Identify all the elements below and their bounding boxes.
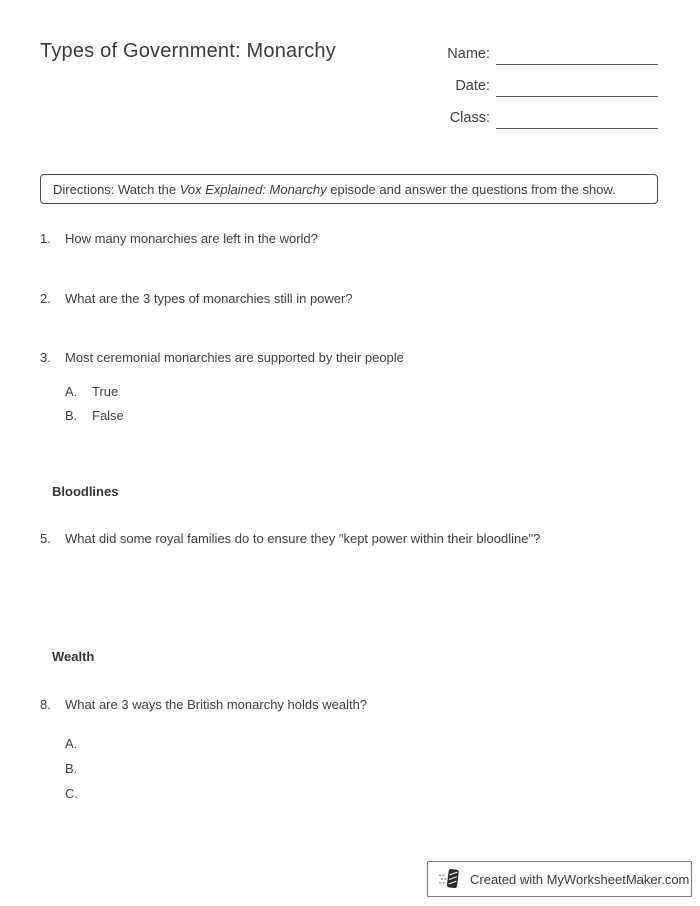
question-8-text: What are 3 ways the British monarchy holds wealth? (65, 697, 368, 712)
directions-episode-title: Vox Explained: Monarchy (179, 181, 327, 197)
question-8-option-c (65, 786, 92, 801)
question-8 (40, 697, 367, 712)
option-text: False (92, 408, 124, 423)
section-heading-bloodlines: Bloodlines (52, 484, 119, 499)
question-3-option-a (65, 384, 118, 399)
question-1-number: 1. (40, 231, 51, 246)
directions-box (40, 174, 658, 204)
question-5-number: 5. (40, 531, 51, 546)
question-8-option-b (65, 761, 92, 776)
class-blank-line (496, 128, 658, 129)
worksheet-book-icon (438, 867, 462, 891)
page-title: Types of Government: Monarchy (40, 40, 336, 62)
section-heading-wealth: Wealth (52, 649, 95, 664)
question-2-text: What are the 3 types of monarchies still in power? (65, 291, 353, 306)
question-8-option-a (65, 736, 92, 751)
name-blank-line (496, 64, 658, 65)
question-3-option-b (65, 408, 124, 423)
question-5-text: What did some royal families do to ensure they "kept power within their bloodline"? (65, 531, 541, 546)
name-label: Name: (447, 46, 490, 62)
question-1-text: How many monarchies are left in the world? (65, 231, 318, 246)
directions-text-prefix: Directions: Watch the (53, 181, 180, 197)
date-blank-line (496, 96, 658, 97)
created-with-badge[interactable] (427, 861, 692, 897)
class-label: Class: (449, 110, 490, 126)
option-letter: B. (65, 761, 78, 776)
date-label: Date: (455, 78, 490, 94)
question-3 (40, 350, 404, 365)
question-1 (40, 231, 318, 246)
question-2 (40, 291, 353, 306)
question-3-text: Most ceremonial monarchies are supported by their people (65, 350, 404, 365)
created-with-text: Created with MyWorksheetMaker.com (470, 871, 690, 887)
question-2-number: 2. (40, 291, 51, 306)
question-3-number: 3. (40, 350, 51, 365)
directions-text-suffix: episode and answer the questions from the show. (326, 181, 616, 197)
option-letter: A. (65, 384, 78, 399)
option-letter: A. (65, 736, 78, 751)
option-letter: C. (65, 786, 78, 801)
option-letter: B. (65, 408, 78, 423)
option-text: True (92, 384, 119, 399)
question-5 (40, 531, 540, 546)
question-8-number: 8. (40, 697, 51, 712)
